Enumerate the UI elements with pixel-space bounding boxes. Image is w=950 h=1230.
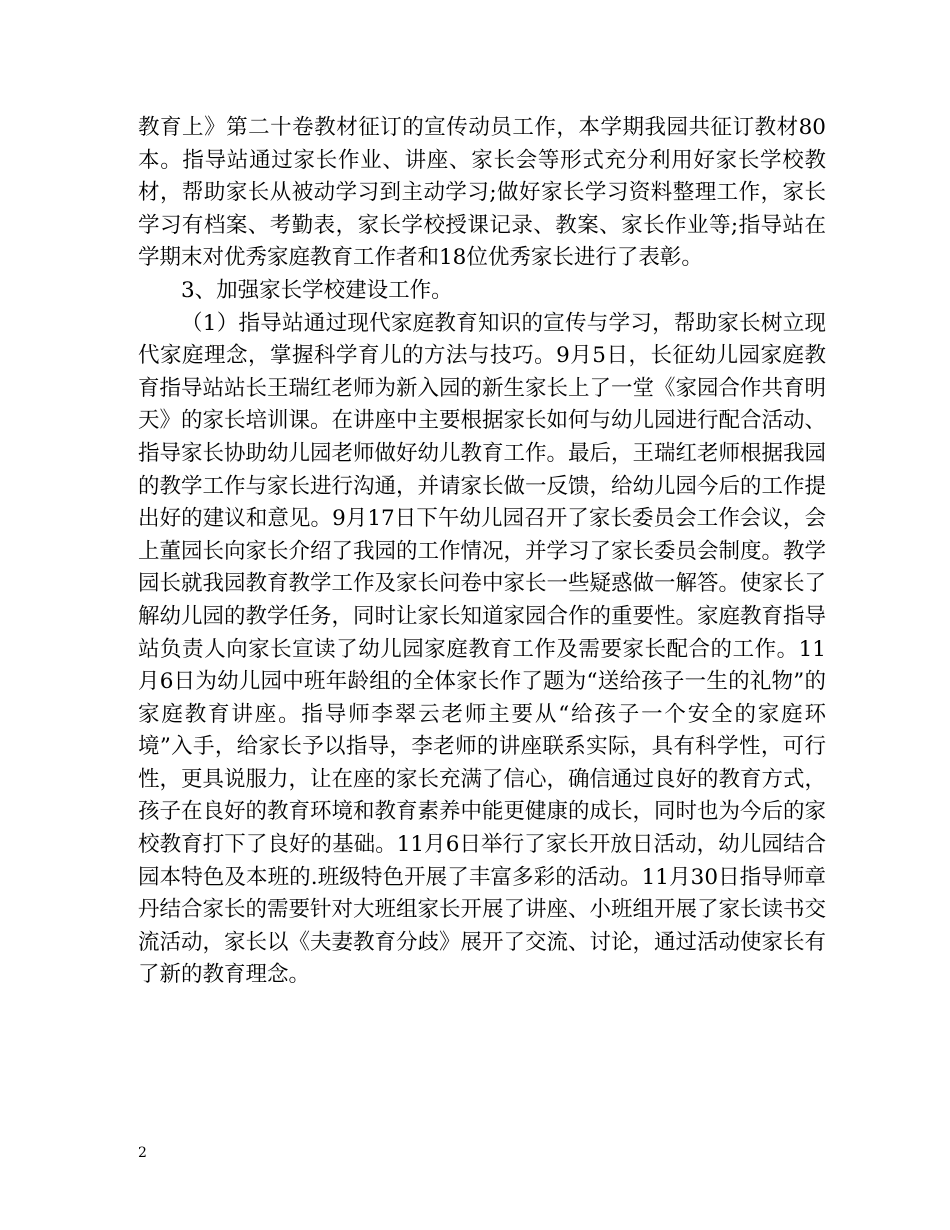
document-body bbox=[138, 112, 826, 992]
page-number: 2 bbox=[138, 1145, 147, 1161]
paragraph-heading-parent-school: 3、加强家长学校建设工作。 bbox=[181, 277, 453, 303]
paragraph-textbook-subscription: 教育上》第二十卷教材征订的宣传动员工作，本学期我园共征订教材80本。指导站通过家长作业、讲座、家长会等形式充分利用好家长学校教材，帮助家长从被动学习到主动学习;做好家长学习资料整理工作，家长学习有档案、考勤表，家长学校授课记录、教案、家长作业等;指导站在学期末对优秀家庭教育工作者和18位优秀家长进行了表彰。 bbox=[138, 115, 826, 271]
paragraph-guidance-activities: （1）指导站通过现代家庭教育知识的宣传与学习，帮助家长树立现代家庭理念，掌握科学育儿的方法与技巧。9月5日，长征幼儿园家庭教育指导站站长王瑞红老师为新入园的新生家长上了一堂《家园合作共育明天》的家长培训课。在讲座中主要根据家长如何与幼儿园进行配合活动、指导家长协助幼儿园老师做好幼儿教育工作。最后，王瑞红老师根据我园的教学工作与家长进行沟通，并请家长做一反馈，给幼儿园今后的工作提出好的建议和意见。9月17日下午幼儿园召开了家长委员会工作会议，会上董园长向家长介绍了我园的工作情况，并学习了家长委员会制度。教学园长就我园教育教学工作及家长问卷中家长一些疑惑做一解答。使家长了解幼儿园的教学任务，同时让家长知道家园合作的重要性。家庭教育指导站负责人向家长宣读了幼儿园家庭教育工作及需要家长配合的工作。11月6日为幼儿园中班年龄组的全体家长作了题为“送给孩子一生的礼物”的家庭教育讲座。指导师李翠云老师主要从“给孩子一个安全的家庭环境”入手，给家长予以指导，李老师的讲座联系实际，具有科学性，可行性，更具说服力，让在座的家长充满了信心，确信通过良好的教育方式，孩子在良好的教育环境和教育素养中能更健康的成长，同时也为今后的家校教育打下了良好的基础。11月6日举行了家长开放日活动，幼儿园结合园本特色及本班的.班级特色开展了丰富多彩的活动。11月30日指导师章丹结合家长的需要针对大班组家长开展了讲座、小班组开展了家长读书交流活动，家长以《夫妻教育分歧》展开了交流、讨论，通过活动使家长有了新的教育理念。 bbox=[138, 310, 827, 988]
